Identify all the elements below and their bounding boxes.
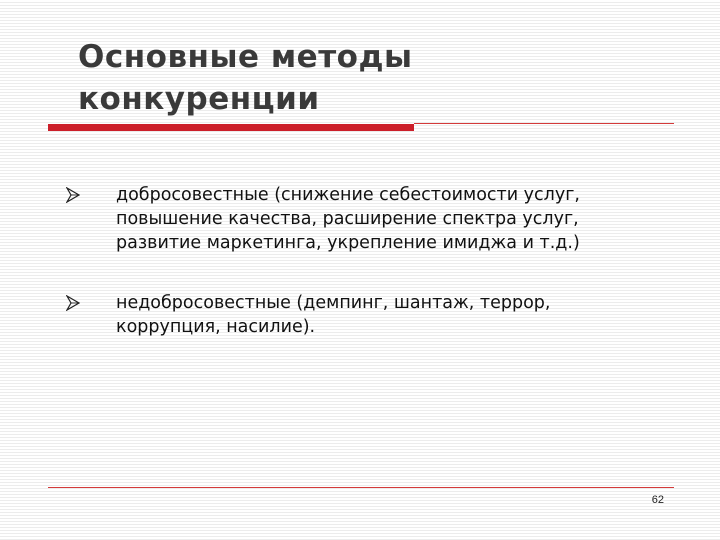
page-number: 62 [651,494,664,506]
slide-title-line-2: конкуренции [78,81,320,117]
arrowhead-bullet-icon [66,295,80,311]
arrowhead-bullet-icon [66,187,80,203]
bullet-item-unfair-methods [66,291,666,339]
bullet-list [66,183,666,375]
bullet-text-line: коррупция, насилие). [116,317,316,337]
slide-title-line-1: Основные методы [78,39,413,75]
bullet-text-line: повышение качества, расширение спектра услуг, [116,209,579,229]
title-underline-thick [48,124,414,131]
title-underline-thin [414,123,674,124]
slide-title [78,36,638,120]
bullet-text-line: недобросовестные (демпинг, шантаж, террор, [116,293,551,313]
bullet-item-fair-methods [66,183,666,255]
bullet-text-line: развитие маркетинга, укрепление имиджа и т.д.) [116,233,580,253]
bullet-text-line: добросовестные (снижение себестоимости услуг, [116,185,580,205]
footer-rule [48,487,674,488]
